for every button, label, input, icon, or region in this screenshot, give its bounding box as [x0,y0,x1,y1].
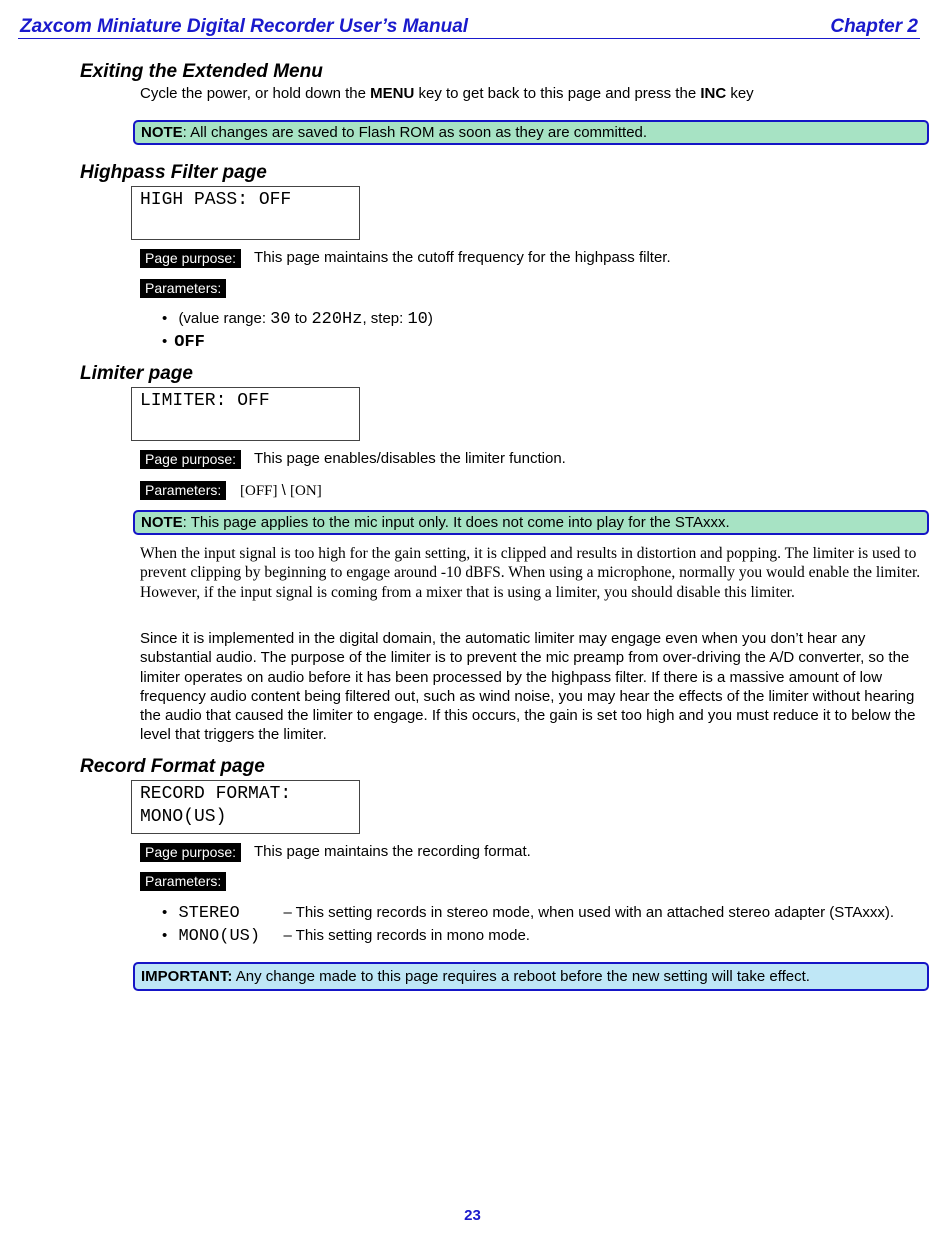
page-header [18,16,920,39]
list-item [162,903,894,924]
note-label: NOTE [141,124,183,141]
display-line: HIGH PASS: OFF [140,190,292,210]
highpass-purpose-text: This page maintains the cutoff frequency for the highpass filter. [254,249,671,266]
range-max: 220Hz [311,310,363,329]
option-description: – This setting records in mono mode. [283,927,530,944]
range-to: to [290,310,312,327]
parameters-label: Parameters: [140,872,226,891]
note-text: : All changes are saved to Flash ROM as soon as they are committed. [182,124,648,141]
heading-highpass-filter-page: Highpass Filter page [80,162,267,183]
range-min: 30 [270,310,291,329]
highpass-display [131,186,360,240]
parameters-label: Parameters: [140,279,226,298]
range-step: 10 [407,310,428,329]
exiting-instructions [140,85,754,103]
exiting-text-part: key [726,85,754,102]
range-prefix: (value range: [178,310,271,327]
page-number: 23 [464,1207,481,1224]
limiter-purpose-text: This page enables/disables the limiter function. [254,450,566,467]
important-reboot-note [133,962,929,991]
note-text: : This page applies to the mic input only. It does not come into play for the STAxxx. [182,514,730,531]
heading-limiter-page: Limiter page [80,363,193,384]
param-on: [ON] [290,483,322,499]
record-format-purpose-text: This page maintains the recording format. [254,843,531,860]
list-item [162,309,433,330]
list-item [162,926,530,947]
limiter-parameters [240,482,322,500]
display-line: RECORD FORMAT: [140,784,292,804]
note-flash-rom [133,120,929,145]
list-item [162,332,205,353]
option-mono-us: MONO(US) [178,927,261,946]
important-text: Any change made to this page requires a reboot before the new setting will take effect. [232,968,810,985]
exiting-text-part: Cycle the power, or hold down the [140,85,371,102]
important-label: IMPORTANT: [141,968,233,985]
param-separator: \ [277,482,291,499]
page-purpose-label: Page purpose: [140,843,241,862]
inc-key-label: INC [700,85,727,102]
parameters-label: Parameters: [140,481,226,500]
page-purpose-label: Page purpose: [140,249,241,268]
display-line: LIMITER: OFF [140,391,270,411]
manual-title: Zaxcom Miniature Digital Recorder User’s Manual [20,16,469,37]
display-line: MONO(US) [140,807,227,827]
limiter-paragraph-2: Since it is implemented in the digital domain, the automatic limiter may engage even when you don’t hear any substantial audio. The purpose of the limiter is to prevent the mic preamp from over-driving the A/D converter, so the limiter operates on audio before it has been processed by the highpass filter. If there is a massive amount of low frequency audio content being filtered out, such as wind noise, you may hear the effects of the limiter without hearing the audio that caused the limiter to engage. If this occurs, the gain is set too high and you must reduce it to below the level that triggers the limiter. [140,630,916,744]
note-label: NOTE [141,514,183,531]
range-step-label: , step: [362,310,408,327]
record-format-display [131,780,360,834]
exiting-text-part: key to get back to this page and press the [414,85,701,102]
range-suffix: ) [427,310,433,327]
option-stereo: STEREO [178,904,240,923]
chapter-label: Chapter 2 [830,16,918,37]
limiter-display [131,387,360,441]
menu-key-label: MENU [370,85,415,102]
option-off: OFF [174,333,205,352]
param-off: [OFF] [240,483,278,499]
option-description: – This setting records in stereo mode, when used with an attached stereo adapter (STAxxx). [283,904,895,921]
page-purpose-label: Page purpose: [140,450,241,469]
heading-exiting-extended-menu: Exiting the Extended Menu [80,61,323,82]
heading-record-format-page: Record Format page [80,756,265,777]
limiter-paragraph-1: When the input signal is too high for the gain setting, it is clipped and results in distortion and popping. The limiter is used to prevent clipping by beginning to engage around -10 dBFS. When using a microphone, normally you would enable the limiter. However, if the input signal is coming from a mixer that is using a limiter, you should disable this limiter. [140,545,921,601]
note-mic-input [133,510,929,535]
